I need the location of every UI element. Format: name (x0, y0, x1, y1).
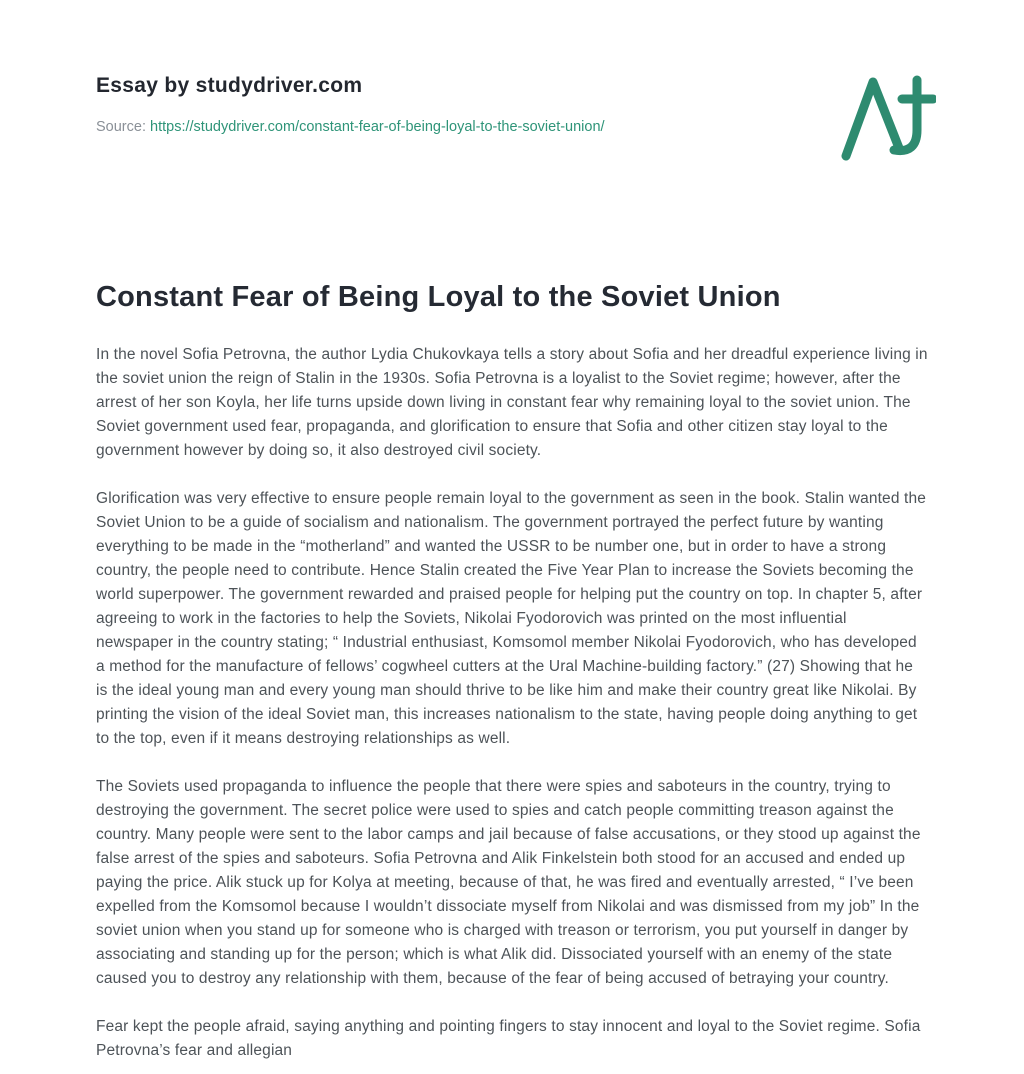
essay-paragraph: The Soviets used propaganda to influence the people that there were spies and saboteurs in the country, trying to destroying the government. The secret police were used to spies and catch people committing treason against the country. Many people were sent to the labor camps and jail because of false accusations, or they stood up against the false arrest of the spies and saboteurs. Sofia Petrovna and Alik Finkelstein both stood for an accused and ended up paying the price. Alik stuck up for Kolya at meeting, because of that, he was fired and eventually arrested, “ I’ve been expelled from the Komsomol because I wouldn’t dissociate myself from Nikolai and was dismissed from my job” In the soviet union when you stand up for someone who is charged with treason or terrorism, you put yourself in danger by associating and standing up for the person; which is what Alik did. Dissociated yourself with an enemy of the state caused you to destroy any relationship with them, because of the fear of being accused of betraying your country. (96, 778, 921, 988)
header-left (96, 72, 605, 138)
brand-heading: Essay by studydriver.com (96, 74, 363, 97)
essay-paragraph: Glorification was very effective to ensure people remain loyal to the government as seen in the book. Stalin wanted the Soviet Union to be a guide of socialism and nationalism. The government portrayed the perfect future by wanting everything to be made in the “motherland” and wanted the USSR to be number one, but in order to have a strong country, the people need to contribute. Hence Stalin created the Five Year Plan to increase the Soviets becoming the world superpower. The government rewarded and praised people for helping put the country on top. In chapter 5, after agreeing to work in the factories to help the Soviets, Nikolai Fyodorovich was printed on the most influential newspaper in the country stating; “ Industrial enthusiast, Komsomol member Nikolai Fyodorovich, who has developed a method for the manufacture of fellows’ cogwheel cutters at the Ural Machine-building factory.” (27) Showing that he is the ideal young man and every young man should thrive to be like him and make their country great like Nikolai. By printing the vision of the ideal Soviet man, this increases nationalism to the state, having people doing anything to get to the top, even if it means destroying relationships as well. (96, 490, 927, 748)
source-line (96, 117, 605, 137)
page-header (96, 0, 928, 167)
essay-title: Constant Fear of Being Loyal to the Soviet Union (96, 281, 781, 313)
studydriver-logo-icon (840, 149, 936, 166)
source-link[interactable]: https://studydriver.com/constant-fear-of-being-loyal-to-the-soviet-union/ (150, 119, 605, 136)
source-label: Source: (96, 119, 146, 136)
essay-paragraph: Fear kept the people afraid, saying anything and pointing fingers to stay innocent and loyal to the Soviet regime. Sofia Petrovna’s fear and allegian (96, 1018, 921, 1060)
studydriver-logo (840, 74, 936, 167)
essay-body (96, 343, 928, 1063)
essay-paragraph: In the novel Sofia Petrovna, the author Lydia Chukovkaya tells a story about Sofia and her dreadful experience living in the soviet union the reign of Stalin in the 1930s. Sofia Petrovna is a loyalist to the Soviet regime; however, after the arrest of her son Koyla, her life turns upside down living in constant fear why remaining loyal to the soviet union. The Soviet government used fear, propaganda, and glorification to ensure that Sofia and other citizen stay loyal to the government however by doing so, it also destroyed civil society. (96, 346, 928, 460)
